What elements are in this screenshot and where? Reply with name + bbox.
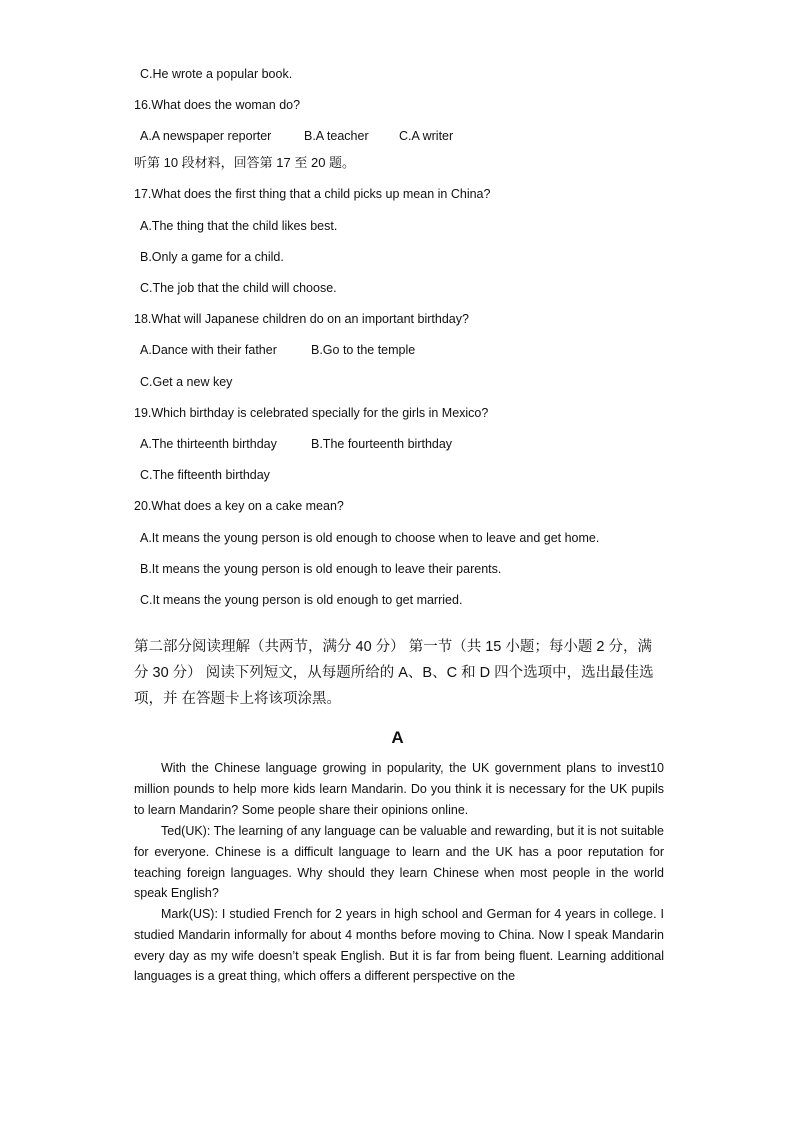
q18-option-a: A.Dance with their father [140,343,277,357]
q20-question: 20.What does a key on a cake mean? [134,499,344,513]
q20-option-c: C.It means the young person is old enough to get married. [140,593,463,607]
q19-option-c: C.The fifteenth birthday [140,468,270,482]
section-10-instruction: 听第 10 段材料，回答第 17 至 20 题。 [134,155,356,170]
reading-part-heading: 第二部分阅读理解（共两节，满分 40 分） 第一节（共 15 小题；每小题 2 分，满分 30 分） 阅读下列短文，从每题所给的 A、B、C 和 D 四个选项中，选出最佳选项，并 在答题卡上将该项涂黑。 [134,639,654,707]
q15-option-c: C.He wrote a popular book. [140,67,293,81]
q19-question: 19.Which birthday is celebrated specially for the girls in Mexico? [134,406,489,420]
passage-paragraph-ted: Ted(UK): The learning of any language can be valuable and rewarding, but it is not suitable for everyone. Chinese is a difficult language to learn and the UK has a poor reputation for teaching foreign languages. Why should they learn Chinese when most people in the world speak English? [134,824,664,901]
q18-question: 18.What will Japanese children do on an important birthday? [134,312,469,326]
q16-option-a: A.A newspaper reporter [140,129,272,143]
q18-option-c: C.Get a new key [140,375,233,389]
q16-option-c: C.A writer [399,129,454,143]
q17-question: 17.What does the first thing that a child picks up mean in China? [134,187,491,201]
q19-option-b: B.The fourteenth birthday [311,437,453,451]
passage-paragraph-intro: With the Chinese language growing in popularity, the UK government plans to invest10 million pounds to help more kids learn Mandarin. Do you think it is necessary for the UK pupils to learn Mandarin? Some people share their opinions online. [134,761,664,817]
q16-question: 16.What does the woman do? [134,98,301,112]
q16-option-b: B.A teacher [304,129,369,143]
q17-option-b: B.Only a game for a child. [140,250,284,264]
passage-title: A [391,728,404,747]
q20-option-b: B.It means the young person is old enough to leave their parents. [140,562,502,576]
q17-option-a: A.The thing that the child likes best. [140,219,338,233]
q20-option-a: A.It means the young person is old enough to choose when to leave and get home. [140,531,600,545]
q18-option-b: B.Go to the temple [311,343,416,357]
q19-option-a: A.The thirteenth birthday [140,437,277,451]
passage-paragraph-mark: Mark(US): I studied French for 2 years in high school and German for 4 years in college. I studied Mandarin informally for about 4 months before moving to China. Now I speak Mandarin every day as my wife doesn’t speak English. But it is far from being fluent. Learning additional languages is a great thing, which offers a different perspective on the [134,907,664,984]
q17-option-c: C.The job that the child will choose. [140,281,337,295]
